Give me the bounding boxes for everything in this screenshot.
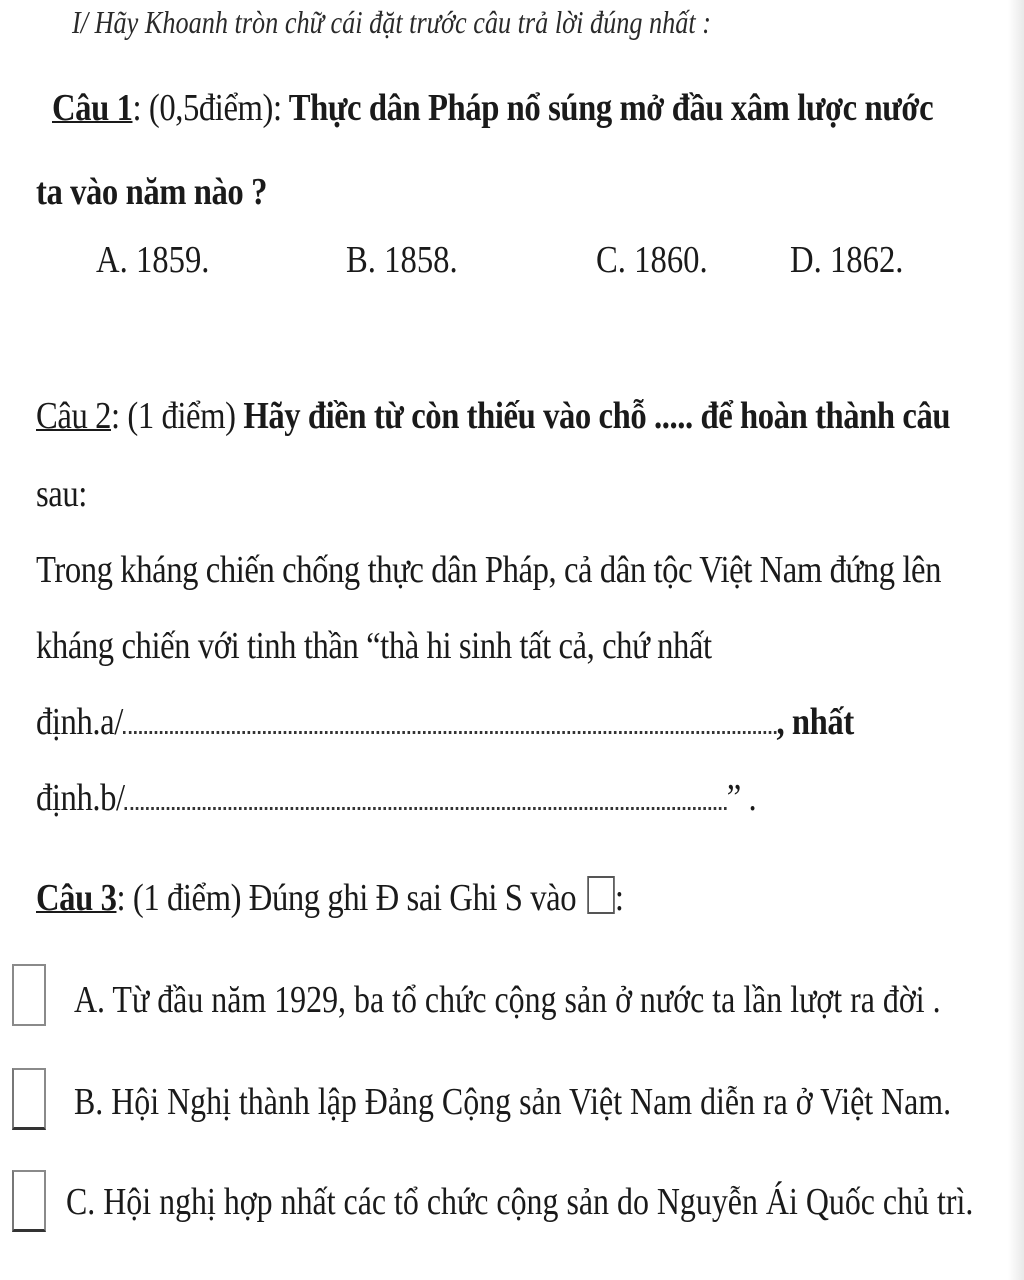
answer-box-icon xyxy=(587,876,615,914)
question-2-text: Hãy điền từ còn thiếu vào chỗ ..... để hoàn thành câu xyxy=(235,395,951,437)
blank-a-field[interactable] xyxy=(123,701,777,734)
question-2-body-line-2: kháng chiến với tinh thần “thà hi sinh tất cả, chứ nhất xyxy=(36,625,712,667)
blank-b-prefix: định.b/ xyxy=(36,777,125,819)
question-1-line-1 xyxy=(52,86,933,130)
q1-option-c[interactable]: C. 1860. xyxy=(596,239,708,281)
question-1-points: : (0,5điểm): xyxy=(132,87,282,129)
answer-box-c[interactable] xyxy=(12,1170,46,1232)
q1-option-a[interactable]: A. 1859. xyxy=(96,239,210,281)
q1-option-b[interactable]: B. 1858. xyxy=(346,239,458,281)
question-3-line xyxy=(36,876,624,920)
question-2-line-1 xyxy=(36,394,950,438)
question-2-body-line-1: Trong kháng chiến chống thực dân Pháp, cả dân tộc Việt Nam đứng lên xyxy=(36,549,941,591)
question-2-label: Câu 2 xyxy=(36,395,112,437)
question-2-points: : (1 điểm) xyxy=(111,395,236,437)
question-1-text: Thực dân Pháp nổ súng mở đầu xâm lược nước xyxy=(281,87,934,129)
question-1-line-2: ta vào năm nào ? xyxy=(36,171,267,213)
blank-a-suffix: , nhất xyxy=(776,701,854,743)
answer-box-a[interactable] xyxy=(12,964,46,1026)
blank-b-field[interactable] xyxy=(125,777,727,810)
question-3-instruction: Đúng ghi Đ sai Ghi S vào xyxy=(241,877,584,919)
blank-b-suffix: ” . xyxy=(726,777,757,819)
blank-b-line xyxy=(36,776,756,820)
answer-box-b[interactable] xyxy=(12,1068,46,1130)
statement-b: B. Hội Nghị thành lập Đảng Cộng sản Việt Nam diễn ra ở Việt Nam. xyxy=(74,1081,952,1123)
section-header: I/ Hãy Khoanh tròn chữ cái đặt trước câu trả lời đúng nhất : xyxy=(72,4,711,40)
blank-a-prefix: định.a/ xyxy=(36,701,123,743)
question-3-points: : (1 điểm) xyxy=(116,877,242,919)
q1-option-d[interactable]: D. 1862. xyxy=(790,239,904,281)
question-3-label: Câu 3 xyxy=(36,877,117,919)
question-2-line-2: sau: xyxy=(36,473,87,515)
page-edge-shadow xyxy=(1008,0,1024,1280)
statement-a: A. Từ đầu năm 1929, ba tổ chức cộng sản ở nước ta lần lượt ra đời . xyxy=(74,979,941,1021)
question-1-label: Câu 1 xyxy=(52,87,133,129)
statement-c: C. Hội nghị hợp nhất các tổ chức cộng sản do Nguyễn Ái Quốc chủ trì. xyxy=(66,1181,974,1223)
blank-a-line xyxy=(36,700,854,744)
question-3-instruction-end: : xyxy=(614,877,624,919)
